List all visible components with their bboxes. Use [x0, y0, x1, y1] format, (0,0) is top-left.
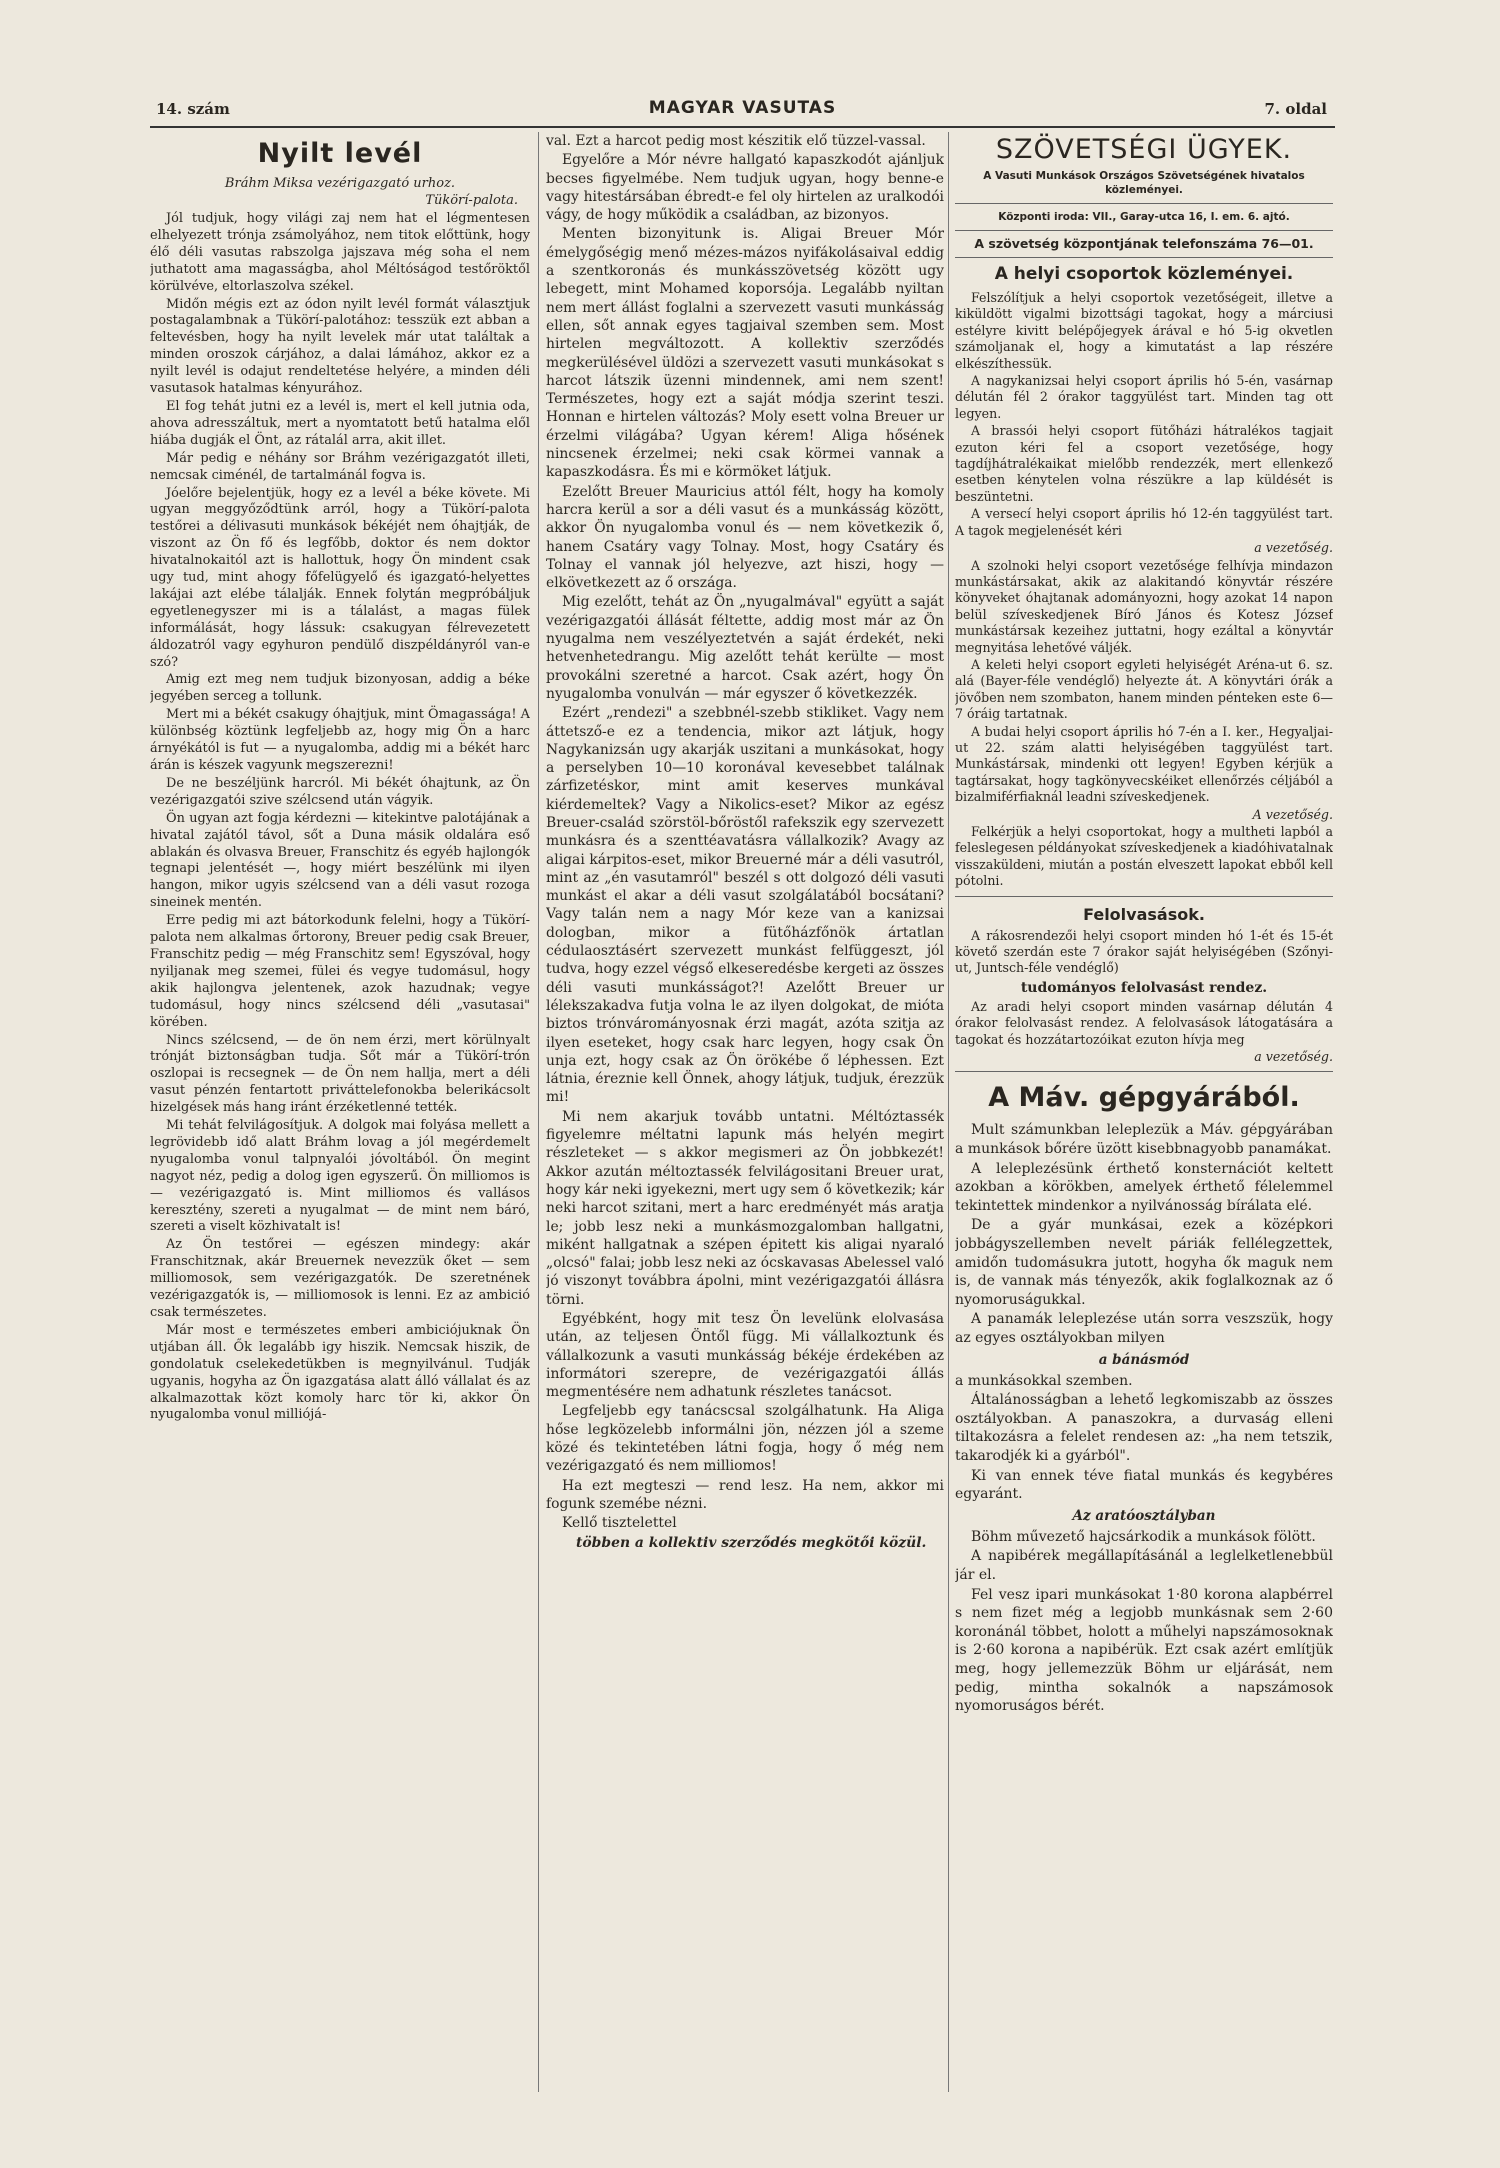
letter-signature: többen a kollektiv szerződés megkötői közül. [576, 1534, 927, 1551]
notice: Az aradi helyi csoport minden vasárnap délután 4 órakor felolvasást rendez. A felolvasások látogatására a tagokat és hozzátartozóikat ezuton hívja meg [955, 998, 1333, 1047]
notice: A versecí helyi csoport április hó 12-én taggyülést tart. A tagok megjelenését kéri [955, 506, 1333, 538]
notice: A nagykanizsai helyi csoport április hó 5-én, vasárnap délután fél 2 órakor taggyülést tart. Minden tag ott legyen. [955, 373, 1333, 421]
article-title: Nyilt levél [257, 138, 423, 169]
address-place: Tükörí-palota. [425, 193, 518, 208]
paragraph: Erre pedig mi azt bátorkodunk felelni, hogy a Tükörí-palota nem alkalmas őrtorony, Breuer pedig csak Breuer, Franschitz pedig — még Franschitz sem! Egyszóval, hogy nyiljanak meg szemei, fülei és vegye tudomásul, hogy akik hajlongva jelentenek, azok hazudnak; vegye tudomásul, hogy nincs szélcsend déli „vasutasai" körében. [150, 913, 530, 1030]
paragraph: Kellő tisztelettel [562, 1515, 677, 1532]
local-groups-title: A helyi csoportok közleményei. [994, 264, 1294, 284]
paragraph: El fog tehát jutni ez a levél is, mert el kell jutnia oda, ahova adresszáltuk, mert a nyomtatott betű hatalma elől hiába dugják el Önt, az rátalál arra, akit illet. [150, 398, 530, 448]
column-rule [538, 132, 539, 2092]
notice: A keleti helyi csoport egyleti helyiségét Aréna-ut 6. sz. alá (Bayer-féle vendéglő) helyezte át. A könyvtári órák a jövőben nem szombaton, hanem minden pénteken este 6—7 óráig tartatnak. [955, 656, 1333, 722]
office-address: Központi iroda: VII., Garay-utca 16, I. em. 6. ajtó. [998, 211, 1290, 223]
paragraph: Ön ugyan azt fogja kérdezni — kitekintve palotájának a hivatal zajától távol, sőt a Duna másik oldalára eső ablakán és olvasva Breuer, Franschitz és egyéb hajlongók tegnapi jelentését —, hogy miért beszélünk mi ilyen hangon, mikor ugyis szélcsend van a déli vasut rozoga sineinek mentén. [150, 810, 530, 911]
paragraph: Legfeljebb egy tanácscsal szolgálhatunk. Ha Aliga hőse legközelebb informálni jön, nézzen jól a szeme közé és tekintetében látni fogja, hogy ő még nem vezérigazgató és nem milliomos! [546, 1403, 944, 1475]
open-letter-column [150, 132, 530, 2092]
mav-article [955, 1121, 1333, 1715]
paragraph: Böhm művezető hajcsárkodik a munkások fölött. [971, 1528, 1316, 1545]
divider [955, 230, 1333, 231]
paragraph: val. Ezt a harcot pedig most készitik elő tüzzel-vassal. [546, 133, 926, 149]
notice-signature: A vezetőség. [1252, 806, 1333, 822]
open-letter-continued-column [546, 132, 944, 2052]
paragraph: Mi nem akarjuk tovább untatni. Méltóztassék figyelemre méltatni lapunk más helyén megirt részleteket — s akkor megismeri az Ön jobbkezét! Akkor azután méltoztassék felvilágositani Breuer urat, hogy kár neki igyekezni, mert ugy sem ő következik; kár neki harcot szitani, mert a harc eredményét más aratja le; jobb lesz neki a munkásmozgalomban hallgatni, miként hallgatnak a szépen épitett kis aligai nyaraló „olcsó" falai; jobb lesz neki az ócskavasas Abelessel való jó viszonyt továbbra ápolni, mint vezérigazgatói állásra törni. [546, 1108, 944, 1308]
section-subtitle: A Vasuti Munkások Országos Szövetségének hivatalos közleményei. [983, 170, 1305, 196]
paragraph: De ne beszéljünk harcról. Mi békét óhajtunk, az Ön vezérigazgatói szive szélcsend után vágyik. [150, 775, 530, 808]
paragraph: De a gyár munkásai, ezek a középkori jobbágyszellemben nevelt páriák fellélegzettek, amidőn tudomásukra jutott, hogyha ők maguk nem is, de vannak más tényezők, akik foglalkoznak az ő nyomoruságukkal. [955, 1217, 1333, 1308]
paragraph: Mi tehát felvilágosítjuk. A dolgok mai folyása mellett a legrövidebb idő alatt Bráhm lovag a jól megérdemelt nyugalomba vonul talpnyalói jóvoltából. Ön megint nagyot néz, pedig a dolog igen egyszerű. Ön milliomos is — vezérigazgató is. Mint milliomos és vallásos keresztény, szereti a nyugalmat — de mint nem báró, szereti a viselt közhivatalt is! [150, 1118, 530, 1235]
divider [955, 1071, 1333, 1072]
paragraph: Amig ezt meg nem tudjuk bizonyosan, addig a béke jegyében serceg a tollunk. [150, 672, 530, 705]
addressee: Bráhm Miksa vezérigazgató urhoz. [224, 176, 456, 191]
paragraph: Mult számunkban leleplezük a Máv. gépgyárában a munkások bőrére üzött kisebbnagyobb panamákat. [955, 1122, 1333, 1158]
paragraph: Fel vesz ipari munkásokat 1·80 korona alapbérrel s nem fizet még a legjobb munkásnak sem 2·60 koronánál többet, holott a műhelyi napszámosoknak is 2·60 korona a napibérük. Ezt csak azért említjük meg, hogy jellemezzük Böhm ur eljárását, nem pedig, mintha sokalnók a napszámosok nyomoruságos bérét. [955, 1586, 1333, 1715]
paragraph: Általánosságban a lehető legkomiszabb az összes osztályokban. A panaszokra, a durvaság elleni tiltakozásra a felelet rendesen az: „ha nem tetszik, takarodjék ki a gyárból". [955, 1392, 1333, 1464]
paragraph: Midőn mégis ezt az ódon nyilt levél formát választjuk postagalambnak a Tükörí-palotához: tesszük ezt abban a feltevésben, hogy ha nyilt levelek már utat találtak a minden oroszok cárjához, a dalai lámához, akkor ez a nyilt levél is odajut rendeltetése helyére, a minden déli vasutasok hatalmas kényurához. [150, 296, 530, 397]
paper-title: MAGYAR VASUTAS [648, 98, 837, 118]
article-title: A Máv. gépgyárából. [988, 1082, 1300, 1114]
paragraph: Nincs szélcsend, — de ön nem érzi, mert körülnyalt trónját biztonságban tudja. Sőt már a Tükörí-trón oszlopai is recsegnek — de Ön nem hallja, mert a déli vasut pénzén fentartott priváttelefonokba belerikácsolt hizelgések más hang iránt érzéketlenné tették. [150, 1032, 530, 1116]
notice: Felkérjük a helyi csoportokat, hogy a multheti lapból a feleslegesen példányokat szíveskedjenek a kiadóhivatalnak visszaküldeni, miután a postán elveszett lapokat ebből kell pótolni. [955, 824, 1333, 889]
paragraph: Már pedig e néhány sor Bráhm vezérigazgatót illeti, nemcsak ciménél, de tartalmánál fogva is. [150, 450, 530, 483]
paragraph: Ha ezt megteszi — rend lesz. Ha nem, akkor mi fogunk szemébe nézni. [546, 1477, 944, 1512]
paragraph: Mig ezelőtt, tehát az Ön „nyugalmával" együtt a saját vezérigazgatói állását féltette, addig most már az Ön nyugalma nem veszélyeztetvén a saját érdekét, neki hetvenhetedrangu. Mig azelőtt tehát kerülte — most provokálni szeretné a harcot. Csak azért, hogy Ön nyugalomba vonulván — már egyszer ő következzék. [546, 594, 944, 702]
column-rule [948, 132, 949, 2092]
notice-signature: a vezetőség. [1254, 1049, 1333, 1065]
paragraph: A napibérek megállapításánál a leglelketlenebbül jár el. [955, 1548, 1333, 1583]
page-number: 7. oldal [1264, 100, 1327, 118]
notice: Felszólítjuk a helyi csoportok vezetőségeit, illetve a kiküldött vigalmi bizottsági tagokat, hogy a márciusi estélyre kivitt belépőjegyek árával e hó 5-ig okvetlen számoljanak el, hogy a kimutatást a lap részére elkészíthessük. [955, 290, 1333, 371]
notice: A budai helyi csoport április hó 7-én a I. ker., Hegyaljai-ut 22. szám alatti helyiségében taggyülést tart. Munkástársak, mindenki ott legyen! Egyben kérjük a tagtársakat, hogy tagkönyvecskéiket ellenőrzés céljából a bizalmiférfiaknál leadni szíveskedjenek. [955, 723, 1333, 805]
paragraph: a munkásokkal szemben. [955, 1372, 1133, 1389]
running-header [150, 96, 1335, 128]
divider [955, 257, 1333, 258]
paragraph: Egyébként, hogy mit tesz Ön levelünk elolvasása után, az teljesen Öntől függ. Mi vállalkoztunk és vállalkozunk a vasuti munkásság békéje érdekében az informátori szerepre, de vezérigazgatói állás megmentésére nem adhatunk részletes tanácsot. [546, 1311, 944, 1401]
paragraph: Mert mi a békét csakugy óhajtjuk, mint Ömagassága! A különbség köztünk legfeljebb az, hogy mig Ön a harc árnyékától is fut — a nyugalomba, addig mi a békét harc árán is készek vagyunk megszerezni! [150, 707, 530, 773]
issue-number: 14. szám [156, 100, 230, 118]
notice: A rákosrendezői helyi csoport minden hó 1-ét és 15-ét követő szerdán este 7 órakor saját helyiségében (Szőnyi-ut, Juntsch-féle vendéglő) [955, 927, 1333, 976]
paragraph: Jóelőre bejelentjük, hogy ez a levél a béke követe. Mi ugyan meggyőződtünk arról, hogy a Tükörí-palota testőrei a délivasuti munkások békéjét nem óhajtják, de viszont az Ön fő és legfőbb, doktor és nem doktor hivatalnokaitól azt is hallottuk, hogy Ön mindent csak ugy tud, mint ahogy főfelügyelő és igazgató-helyettes lakájai azt elébe tálalják. Ennek folytán megpróbáljuk egyetlenegyszer mi is a tálalást, a magas fülek informálását, hogy lássuk: csakugyan félrevezetett áldozatról vagy egyhuron pendülő diszpéldányról van-e szó? [150, 485, 530, 670]
paragraph: Ki van ennek téve fiatal munkás és kegybéres egyaránt. [955, 1467, 1333, 1503]
paragraph: Jól tudjuk, hogy világi zaj nem hat el légmentesen elhelyezett trónja zsámolyához, nem titok előttünk, hogy élő déli vasutas rabszolga jajszava még soha el nem juthatott ama magasságba, ahol Méltóságod testőröktől körülvéve, eltorlaszolva székel. [150, 211, 530, 294]
paragraph: Ezelőtt Breuer Mauricius attól félt, hogy ha komoly harcra kerül a sor a déli vasut és a munkásság között, akkor Ön nyugalomba vonul és — nem következik ő, hanem Csatáry vagy Tolnay. Most, hogy Csatáry és Tolnay el vannak jól helyezve, azt hiszi, hogy — elkövetkezett az ő országa. [546, 483, 944, 592]
readings-title: Felolvasások. [1083, 904, 1205, 924]
paragraph: Egyelőre a Mór névre hallgató kapaszkodót ajánljuk becses figyelmébe. Nem tudjuk ugyan, hogy benne-e vagy hitestársában ébredt-e fel oly hirtelen az uralkodói vágy, de hogy működik a családban, az bizonyos. [546, 152, 944, 224]
divider [955, 896, 1333, 897]
divider [955, 203, 1333, 204]
union-affairs-column [955, 132, 1333, 2092]
subheading: Az aratóosztályban [1072, 1507, 1216, 1524]
phone-number: A szövetség központjának telefonszáma 76—01. [974, 236, 1314, 251]
notice: A szolnoki helyi csoport vezetősége felhívja mindazon munkástársakat, akik az alakitandó könyvtár részére könyveket óhajtanak adományozni, hogy azokat 14 napon belül szíveskedjenek Bíró János és Kotesz József munkástársak kezeihez juttatni, hogy ezáltal a könyvtár megnyitása lehetővé váljék. [955, 557, 1333, 655]
section-title: SZÖVETSÉGI ÜGYEK. [995, 134, 1293, 165]
paragraph: Ezért „rendezi" a szebbnél-szebb stikliket. Vagy nem áttetsző-e ez a tendencia, mikor azt látjuk, hogy Nagykanizsán ugy akarják uszitani a munkásokat, hogy a perselyben 10—10 koronával kevesebbet találnak zárfizetéskor, mint amit keserves munkával kiérdemeltek? Vagy a Nikolics-eset? Mikor az egész Breuer-család szörstöl-bőröstől rafekszik egy szervezett munkásra és a szenttéavatásra vállalkozik? Avagy az aligai kárpitos-eset, mikor Breuerné már a déli vasutról, mint az „én vasutamról" beszél s ott dolgozó déli vasuti munkást el akar a déli vasut szolgálatából bocsátani? Vagy talán nem a nagy Mór keze van a kanizsai dologban, mikor a fütőházfőnök ártatlan cédulaosztásért szervezett munkást felfüggeszt, jól tudva, hogy ezzel végső elkeseredésbe kergeti az összes déli vasuti munkásságot?! Azelőtt Breuer ur lélekszakadva futja volna le az ilyen dolgokat, de mióta biztos trónvárományosnak érzi magát, azóta szitja az ilyen eseteket, hogy csak harc legyen, hogy csak Ön unja ezt, hogy csak az Ön örökébe ő léphessen. Ezt látnia, éreznie kell Önnek, ahogy látjuk, tudjuk, érezzük mi! [546, 705, 944, 1106]
notice-emphasis: tudományos felolvasást rendez. [1020, 979, 1268, 996]
notice-signature: a vezetőség. [1254, 540, 1333, 556]
paragraph: Menten bizonyitunk is. Aligai Breuer Mór émelygőségig menő mézes-mázos nyifákolásaival eddig a szentkoronás és munkásszövetség között ugy lebegett, mint Mohamed koporsója. Legalább nyiltan nem mert állást foglalni a szervezett vasuti munkásság ellen, sőt annak egyes tagjaival szemben sem. Most hirtelen megváltozott. A kollektiv szerződés megkerülésével üldözi a szervezett vasuti munkásokat s harcot látszik üzenni mindennek, ami nem szent! Természetes, hogy ezt a saját módja szerint teszi. Honnan e hirtelen változás? Moly esett volna Breuer ur érzelmi világába? Ugyan kérem! Aliga hősének nincsenek érzelmei; neki csak körmei vannak a kapaszkodásra. És mi e körmöket látjuk. [546, 226, 944, 481]
subheading: a bánásmód [1098, 1351, 1190, 1368]
notice: A brassói helyi csoport fütőházi hátralékos tagjait ezuton kéri fel a csoport vezetősége, hogy tagdíjhátralékaikat mielőbb rendezzék, mert ellenkező esetben kénytelen volna részükre a lap küldését is beszüntetni. [955, 423, 1333, 504]
paragraph: Az Ön testőrei — egészen mindegy: akár Franschitznak, akár Breuernek nevezzük őket — sem milliomosok, sem vezérigazgatók. De szeretnének vezérigazgatók is, — milliomosok is lenni. Ez az ambició csak természetes. [150, 1237, 530, 1320]
paragraph: Már most e természetes emberi ambiciójuknak Ön utjában áll. Ők legalább igy hiszik. Nemcsak hiszik, de gondolatuk cselekedetükben is megnyilvánul. Tudják ugyanis, hogyha az Ön igazgatása alatt álló vállalat és az alkalmazottak közt komoly harc tör ki, akkor Ön nyugalomba vonul milliójá- [150, 1322, 530, 1423]
paragraph: A panamák leleplezése után sorra veszszük, hogy az egyes osztályokban milyen [955, 1311, 1333, 1346]
paragraph: A leleplezésünk érthető konsternációt keltett azokban a körökben, amelyek érthető félelemmel tekintettek mindenkor a nyilvánosság bírálata elé. [955, 1160, 1333, 1214]
